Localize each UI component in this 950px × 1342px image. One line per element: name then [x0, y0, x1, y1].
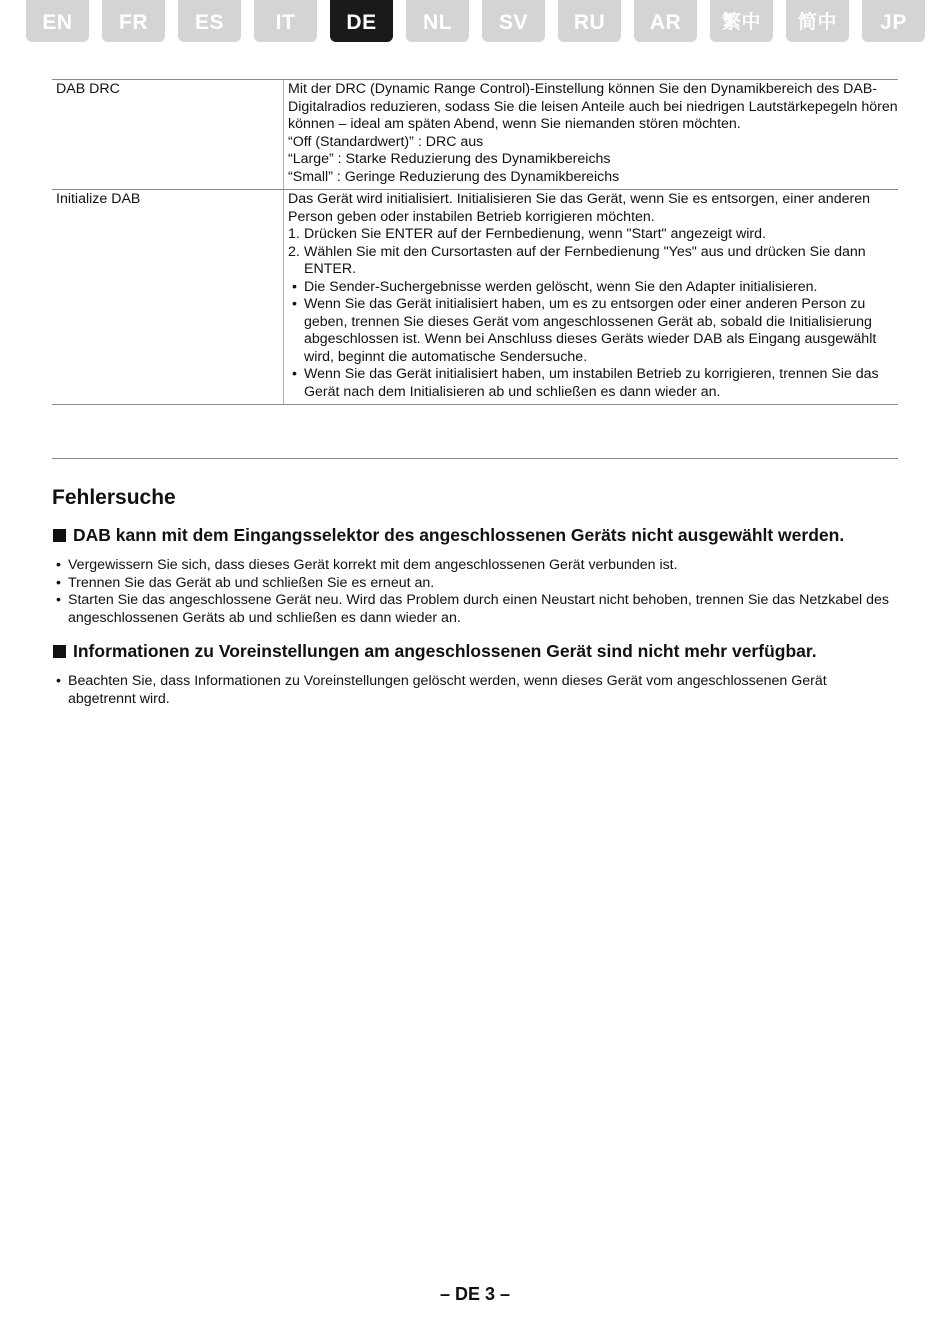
- tab-sv[interactable]: SV: [482, 0, 545, 42]
- page-number: – DE 3 –: [439, 1284, 511, 1304]
- note-item: [288, 296, 898, 366]
- bullet-icon: •: [56, 592, 61, 608]
- tab-ar[interactable]: AR: [634, 0, 697, 42]
- list-item: [52, 592, 898, 627]
- tab-it[interactable]: IT: [254, 0, 317, 42]
- bullet-icon: •: [292, 296, 297, 312]
- list-item-text: Trennen Sie das Gerät ab und schließen Sie es erneut an.: [68, 574, 435, 591]
- list-item-text: Vergewissern Sie sich, dass dieses Gerät korrekt mit dem angeschlossenen Gerät verbunden ist.: [68, 557, 678, 573]
- troubleshooting-section: [52, 484, 898, 708]
- section-title: Fehlersuche: [52, 486, 176, 509]
- step-number: 2.: [288, 243, 300, 260]
- list-item: [52, 673, 898, 708]
- setting-name: DAB DRC: [56, 81, 120, 97]
- tab-nl[interactable]: NL: [406, 0, 469, 42]
- setting-name: Initialize DAB: [56, 191, 141, 207]
- problem-heading: [52, 524, 898, 546]
- description-text: Mit der DRC (Dynamic Range Control)-Einstellung können Sie den Dynamikbereich des DAB-Digitalradios reduzieren, sodass Sie die leisen Anteile auch bei niedrigen Lautstärkepegeln hören können – ideal am späten Abend, wenn Sie niemanden stören möchten.: [288, 81, 898, 132]
- tab-zh-simplified[interactable]: 简中: [786, 0, 849, 42]
- bullet-icon: •: [56, 557, 61, 573]
- tab-de[interactable]: DE: [330, 0, 393, 42]
- problem-heading: [52, 640, 898, 662]
- option-large: “Large” : Starke Reduzierung des Dynamikbereichs: [288, 151, 611, 167]
- step-2: [288, 244, 898, 279]
- section-divider: [52, 458, 898, 459]
- solution-list: [52, 673, 898, 708]
- note-text: Wenn Sie das Gerät initialisiert haben, um instabilen Betrieb zu korrigieren, trennen Sie das Gerät nach dem Initialisieren ab und schließen es dann wieder an.: [304, 366, 879, 400]
- bullet-icon: •: [292, 366, 297, 382]
- bullet-icon: •: [56, 574, 61, 591]
- note-item: [288, 366, 898, 401]
- tab-fr[interactable]: FR: [102, 0, 165, 42]
- problem-heading-text: Informationen zu Voreinstellungen am angeschlossenen Gerät sind nicht mehr verfügbar.: [73, 641, 817, 661]
- settings-table: [52, 79, 898, 405]
- setting-description: [283, 80, 898, 189]
- step-number: 1.: [288, 226, 300, 242]
- step-text: Wählen Sie mit den Cursortasten auf der Fernbedienung "Yes" aus und drücken Sie dann ENTER.: [304, 243, 866, 277]
- list-item: [52, 557, 898, 575]
- square-bullet-icon: [53, 645, 66, 658]
- list-item-text: Starten Sie das angeschlossene Gerät neu. Wird das Problem durch einen Neustart nicht behoben, trennen Sie das Netzkabel des angeschlossenen Geräts ab und schließen es dann wieder an.: [68, 592, 889, 626]
- solution-list: [52, 557, 898, 627]
- tab-en[interactable]: EN: [26, 0, 89, 42]
- step-1: [288, 226, 898, 244]
- step-text: Drücken Sie ENTER auf der Fernbedienung, wenn "Start" angezeigt wird.: [304, 226, 766, 242]
- bullet-icon: •: [292, 278, 297, 295]
- square-bullet-icon: [53, 529, 66, 542]
- setting-description: [283, 190, 898, 404]
- tab-zh-traditional[interactable]: 繁中: [710, 0, 773, 42]
- note-item: [288, 279, 898, 297]
- option-small: “Small” : Geringe Reduzierung des Dynamikbereichs: [288, 168, 620, 185]
- note-text: Die Sender-Suchergebnisse werden gelöscht, wenn Sie den Adapter initialisieren.: [304, 278, 818, 295]
- list-item-text: Beachten Sie, dass Informationen zu Voreinstellungen gelöscht werden, wenn dieses Gerät vom angeschlossenen Gerät abgetrennt wird.: [68, 673, 827, 707]
- tab-jp[interactable]: JP: [862, 0, 925, 42]
- table-row-dab-drc: [52, 79, 898, 189]
- note-text: Wenn Sie das Gerät initialisiert haben, um es zu entsorgen oder einer anderen Person zu geben, trennen Sie dieses Gerät vom angeschlossenen Gerät ab, sobald die Initialisierung abgeschlossen ist. Wenn bei Anschluss dieses Geräts wieder DAB als Eingang ausgewählt wird, beginnt die automatische Sendersuche.: [304, 296, 877, 365]
- language-tab-bar: [0, 0, 950, 44]
- description-text: Das Gerät wird initialisiert. Initialisieren Sie das Gerät, wenn Sie es entsorgen, einer anderen Person geben oder instabilen Betrieb korrigieren möchten.: [288, 191, 870, 225]
- list-item: [52, 575, 898, 593]
- option-off: “Off (Standardwert)” : DRC aus: [288, 133, 484, 150]
- tab-ru[interactable]: RU: [558, 0, 621, 42]
- bullet-icon: •: [56, 673, 61, 689]
- problem-heading-text: DAB kann mit dem Eingangsselektor des angeschlossenen Geräts nicht ausgewählt werden.: [73, 525, 845, 545]
- table-row-initialize-dab: [52, 189, 898, 405]
- tab-es[interactable]: ES: [178, 0, 241, 42]
